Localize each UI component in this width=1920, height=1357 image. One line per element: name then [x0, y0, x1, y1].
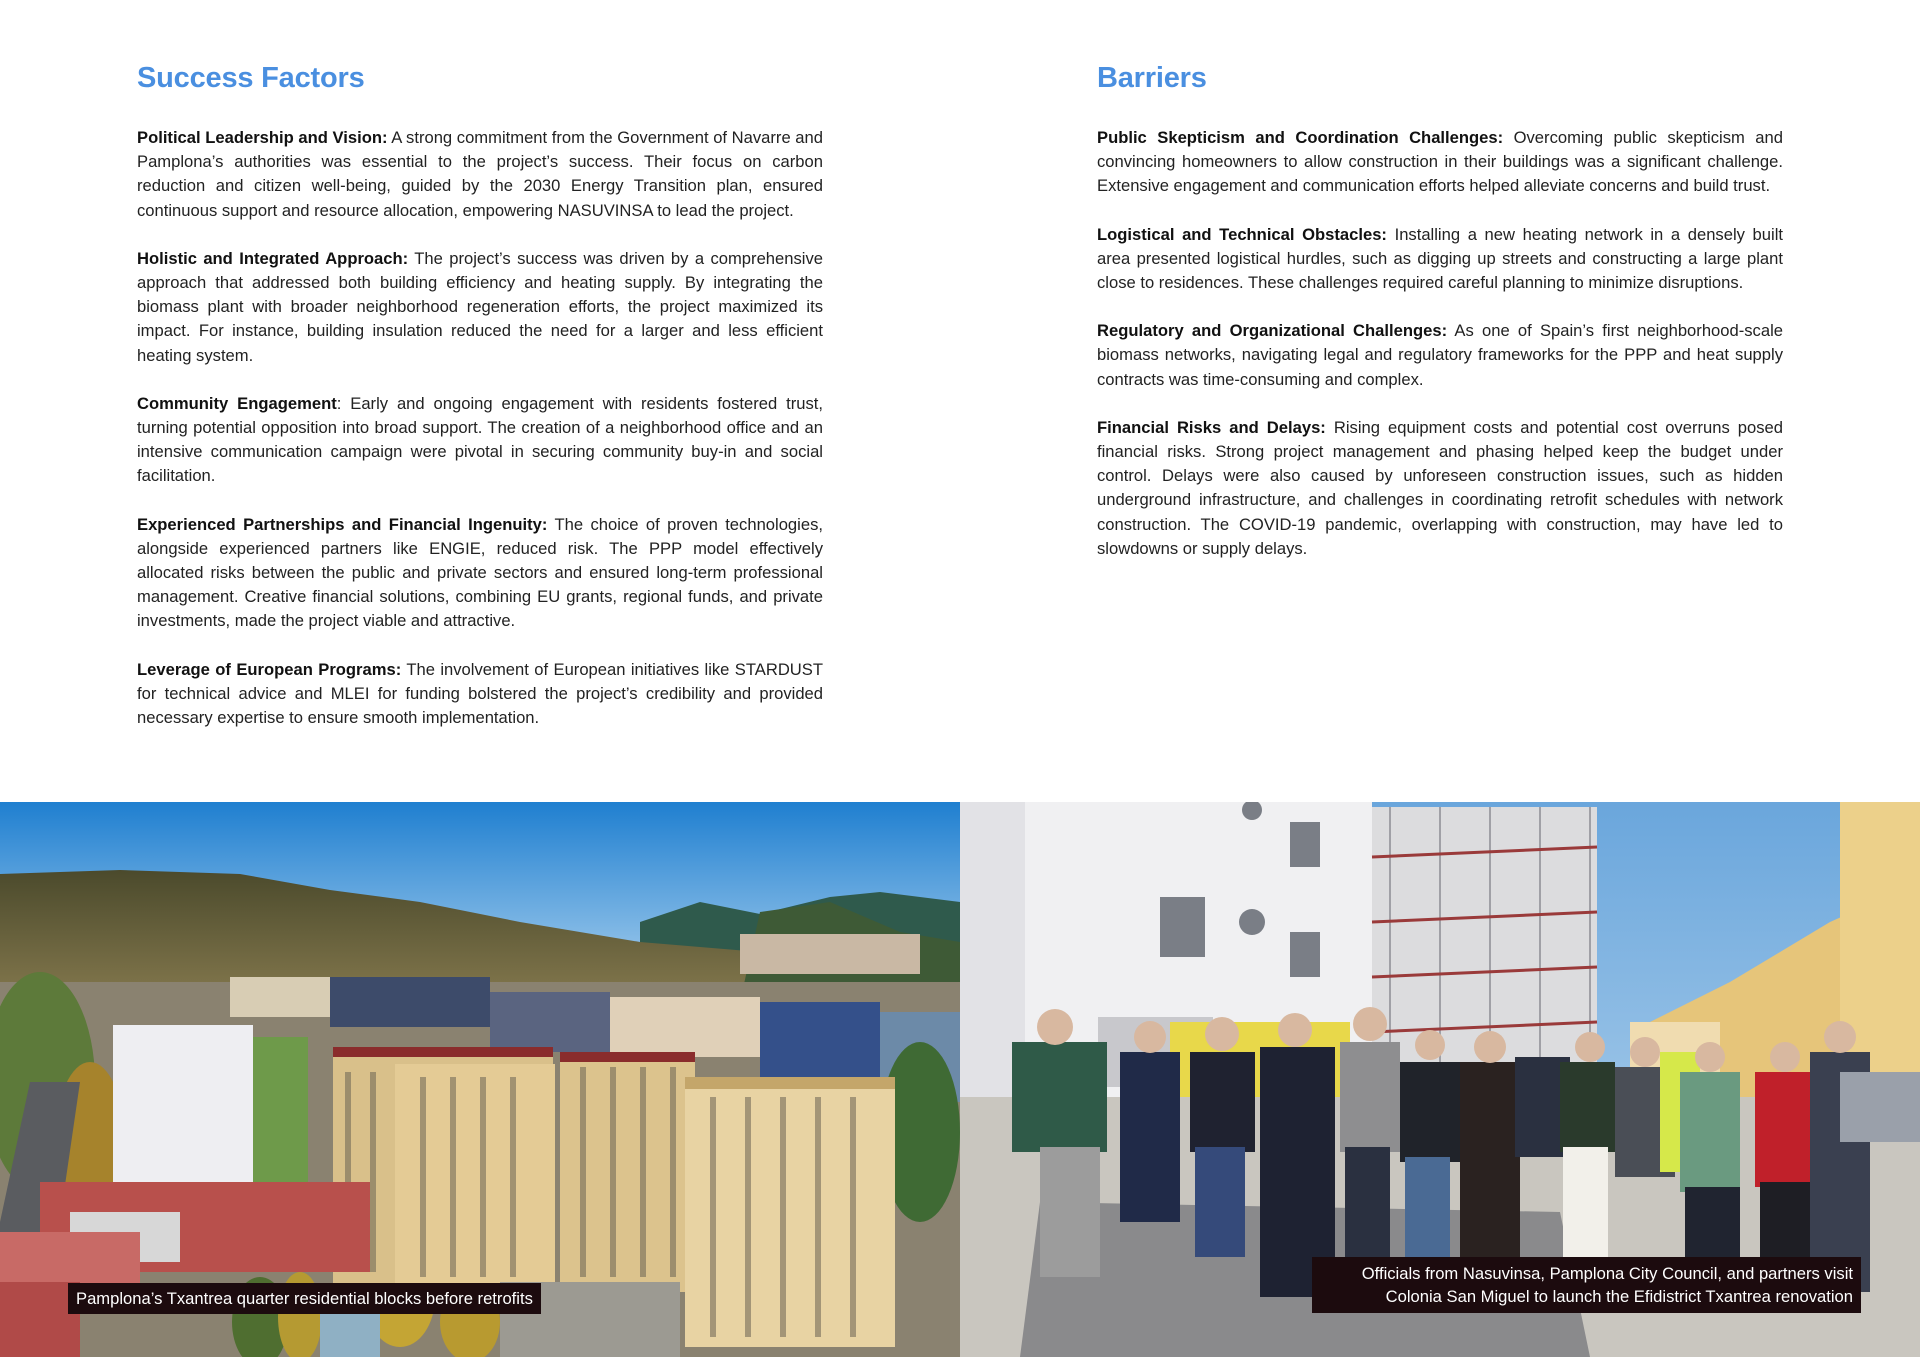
barrier-label: Logistical and Technical Obstacles:: [1097, 224, 1387, 244]
barrier-label: Regulatory and Organizational Challenges:: [1097, 321, 1448, 341]
barriers-section: [1097, 62, 1783, 585]
barrier-text: Rising equipment costs and potential cost overruns posed financial risks. Strong project management and phasing helped keep the budget under control. Delays were also caused by unforeseen construction issues, such as hidden underground infrastructure, and challenges in coordinating retrofit schedules with network construction. The COVID-19 pandemic, overlapping with construction, may have led to slowdowns or supply delays.: [1097, 417, 1783, 558]
white-office-block: [113, 1025, 308, 1197]
barrier-paragraph: [1097, 416, 1783, 561]
success-factor-paragraph: [137, 126, 823, 223]
barrier-label: Financial Risks and Delays:: [1097, 417, 1326, 437]
success-factors-section: [137, 62, 823, 754]
success-factor-label: Political Leadership and Vision:: [137, 128, 388, 147]
right-photo-caption: [1312, 1257, 1861, 1313]
success-factor-text: The involvement of European initiatives like STARDUST for technical advice and MLEI for funding bolstered the project’s credibility and provided necessary expertise to ensure smooth implementation.: [137, 659, 823, 728]
barriers-heading: Barriers: [1097, 62, 1207, 94]
success-factor-text: A strong commitment from the Government of Navarre and Pamplona’s authorities was essential to the project’s success. Their focus on carbon reduction and citizen well-being, guided by the 2030 Energy Transition plan, ensured continuous support and resource allocation, empowering NASUVINSA to lead the project.: [137, 128, 823, 220]
barrier-text: Overcoming public skepticism and convincing homeowners to allow construction in their buildings was a significant challenge. Extensive engagement and communication efforts helped alleviate concerns and build trust.: [1097, 128, 1783, 196]
success-factor-label: Experienced Partnerships and Financial Ingenuity:: [137, 514, 548, 534]
success-factor-label: Leverage of European Programs:: [137, 659, 402, 679]
success-factor-text: The project’s success was driven by a comprehensive approach that addressed both building efficiency and heating supply. By integrating the biomass plant with broader neighborhood regeneration efforts, the project maximized its impact. For instance, building insulation reduced the need for a larger and less efficient heating system.: [137, 248, 823, 365]
success-factor-paragraph: [137, 513, 823, 634]
right-caption-line-2: Colonia San Miguel to launch the Efidistrict Txantrea renovation: [1385, 1287, 1853, 1306]
success-factor-label: Community Engagement: [137, 393, 337, 413]
parked-car: [1840, 1072, 1920, 1142]
right-caption-line-1: Officials from Nasuvinsa, Pamplona City Council, and partners visit: [1361, 1264, 1853, 1283]
txantrea-aerial-photo: [0, 802, 960, 1357]
barrier-text: Installing a new heating network in a densely built area presented logistical hurdles, such as digging up streets and constructing a large plant close to residences. These challenges required careful planning to minimize disruptions.: [1097, 224, 1783, 293]
barrier-label: Public Skepticism and Coordination Challenges:: [1097, 128, 1504, 147]
success-factor-paragraph: [137, 392, 823, 489]
success-factors-heading: Success Factors: [137, 62, 365, 94]
barrier-paragraph: [1097, 319, 1783, 392]
success-factor-label: Holistic and Integrated Approach:: [137, 248, 409, 268]
left-photo-caption: Pamplona’s Txantrea quarter residential blocks before retrofits: [68, 1283, 541, 1314]
aerial-photo-illustration: [0, 802, 960, 1357]
barrier-paragraph: [1097, 223, 1783, 296]
success-factor-text: The choice of proven technologies, alongside experienced partners like ENGIE, reduced risk. The PPP model effectively allocated risks between the public and private sectors and ensured long-term professional management. Creative financial solutions, combining EU grants, regional funds, and private investments, made the project viable and attractive.: [137, 514, 823, 631]
success-factor-text: : Early and ongoing engagement with residents fostered trust, turning potential opposition into broad support. The creation of a neighborhood office and an intensive communication campaign were pivotal in securing community buy-in and social facilitation.: [137, 393, 823, 486]
success-factor-paragraph: [137, 247, 823, 368]
barrier-paragraph: [1097, 126, 1783, 199]
barrier-text: As one of Spain’s first neighborhood-scale biomass networks, navigating legal and regulatory frameworks for the PPP and heat supply contracts was time-consuming and complex.: [1097, 321, 1783, 389]
success-factor-paragraph: [137, 658, 823, 731]
